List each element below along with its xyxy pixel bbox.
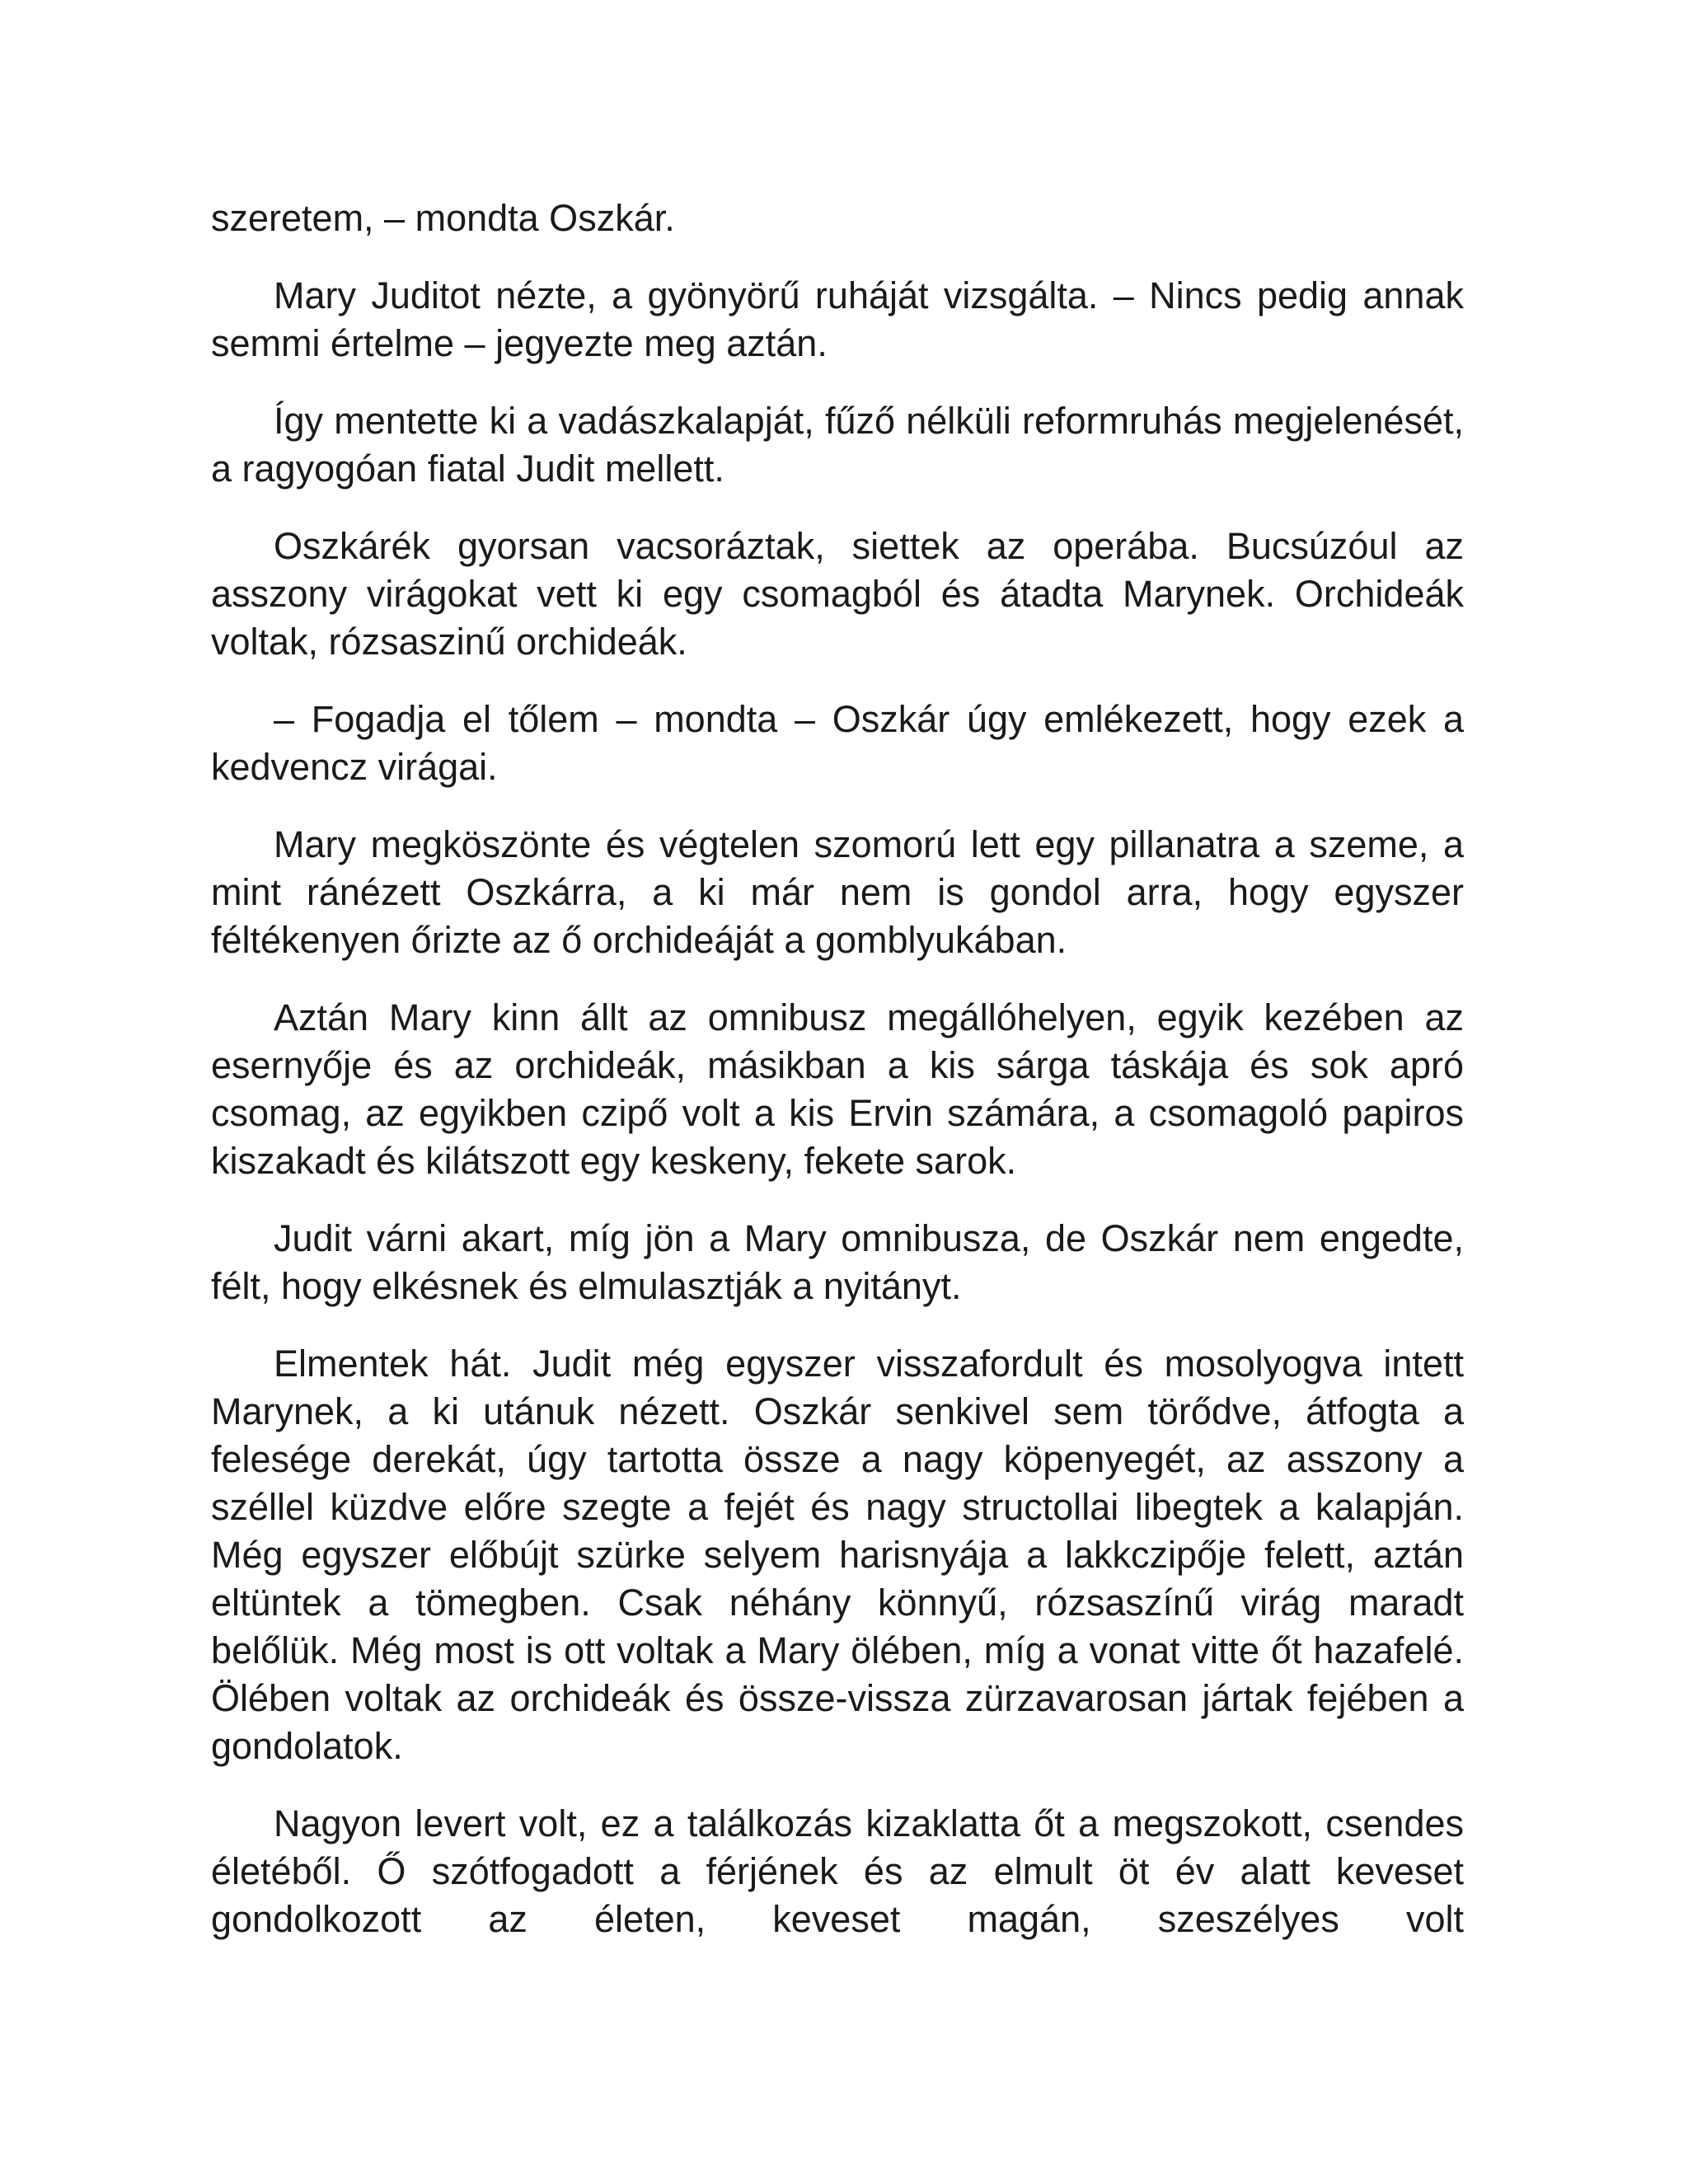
paragraph: Oszkárék gyorsan vacsoráztak, siettek az operába. Bucsúzóul az asszony virágokat vett ki egy csomagból és átadta Marynek. Orchideák voltak, rózsaszinű orchideák. [211, 525, 1464, 663]
paragraph: Judit várni akart, míg jön a Mary omnibusza, de Oszkár nem engedte, félt, hogy elkésnek és elmulasztják a nyitányt. [211, 1217, 1464, 1307]
paragraph: Aztán Mary kinn állt az omnibusz megállóhelyen, egyik kezében az esernyője és az orchideák, másikban a kis sárga táskája és sok apró csomag, az egyikben czipő volt a kis Ervin számára, a csomagoló papiros kiszakadt és kilátszott egy keskeny, fekete sarok. [211, 996, 1464, 1182]
paragraph: Így mentette ki a vadászkalapját, fűző nélküli reformruhás megjelenését, a ragyogóan fiatal Judit mellett. [211, 400, 1464, 490]
paragraph-continues: Nagyon levert volt, ez a találkozás kizaklatta őt a megszokott, csendes életéből. Ő szótfogadott a férjének és az elmult öt év alatt keveset gondolkozott az életen, keveset magán, szeszélyes volt [211, 1802, 1464, 1940]
paragraph: – Fogadja el tőlem – mondta – Oszkár úgy emlékezett, hogy ezek a kedvencz virágai. [211, 698, 1464, 788]
body-text [211, 194, 1464, 1943]
paragraph: Mary megköszönte és végtelen szomorú lett egy pillanatra a szeme, a mint ránézett Oszkárra, a ki már nem is gondol arra, hogy egyszer féltékenyen őrizte az ő orchideáját a gomblyukában. [211, 823, 1464, 961]
paragraph: Elmentek hát. Judit még egyszer visszafordult és mosolyogva intett Marynek, a ki utánuk nézett. Oszkár senkivel sem törődve, átfogta a felesége derekát, úgy tartotta össze a nagy köpenyegét, az asszony a széllel küzdve előre szegte a fejét és nagy structollai libegtek a kalapján. Még egyszer előbújt szürke selyem harisnyája a lakkczipője felett, aztán eltüntek a tömegben. Csak néhány könnyű, rózsaszínű virág maradt belőlük. Még most is ott voltak a Mary ölében, míg a vonat vitte őt hazafelé. Ölében voltak az orchideák és össze-vissza zürzavarosan jártak fejében a gondolatok. [211, 1343, 1464, 1767]
paragraph: Mary Juditot nézte, a gyönyörű ruháját vizsgálta. – Nincs pedig annak semmi értelme – jegyezte meg aztán. [211, 274, 1464, 364]
paragraph-continuation: szeretem, – mondta Oszkár. [211, 197, 675, 239]
